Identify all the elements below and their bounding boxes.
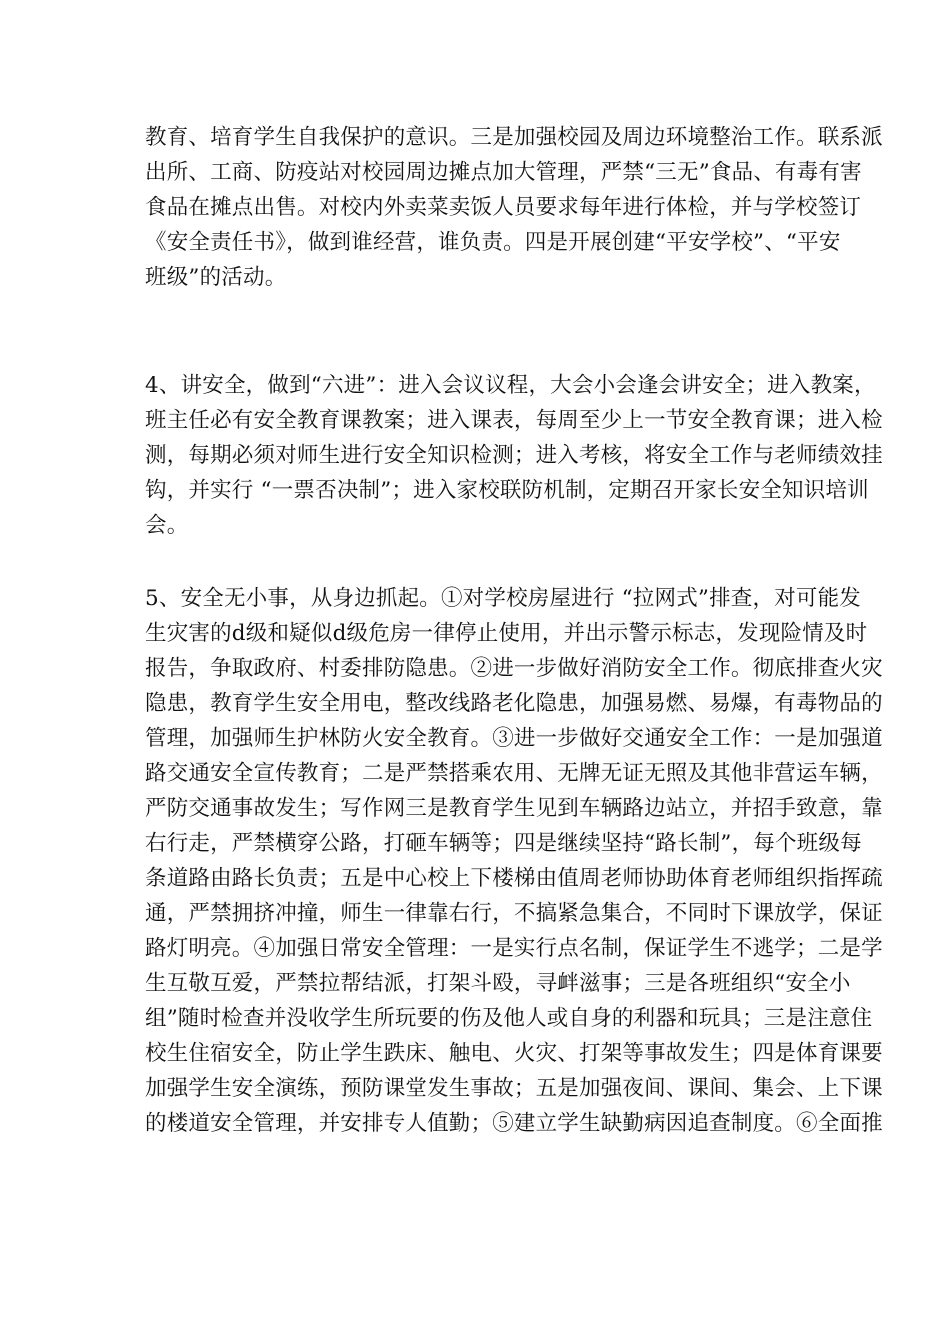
paragraph-3-line-4: 隐患，教育学生安全用电，整改线路老化隐患，加强易燃、易爆，有毒物品的 xyxy=(145,691,883,716)
paragraph-1-line-1: 教育、培育学生自我保护的意识。三是加强校园及周边环境整治工作。联系派 xyxy=(145,125,883,150)
paragraph-1-line-2: 出所、工商、防疫站对校园周边摊点加大管理，严禁“三无”食品、有毒有害 xyxy=(145,160,862,185)
paragraph-1-line-4: 《安全责任书》，做到谁经营，谁负责。四是开展创建“平安学校”、“平安 xyxy=(145,230,841,255)
paragraph-3-line-12: 生互敬互爱，严禁拉帮结派，打架斗殴，寻衅滋事；三是各班组织“安全小 xyxy=(145,971,851,996)
paragraph-3-line-1: 5、安全无小事，从身边抓起。①对学校房屋进行 “拉网式”排查，对可能发 xyxy=(145,586,861,611)
paragraph-3-line-14: 校生住宿安全，防止学生跌床、触电、火灾、打架等事故发生；四是体育课要 xyxy=(145,1041,883,1066)
paragraph-1-line-5: 班级”的活动。 xyxy=(145,265,287,290)
paragraph-3-line-9: 条道路由路长负责；五是中心校上下楼梯由值周老师协助体育老师组织指挥疏 xyxy=(145,866,883,891)
paragraph-2-line-2: 班主任必有安全教育课教案；进入课表，每周至少上一节安全教育课；进入检 xyxy=(145,408,883,433)
paragraph-3-line-13: 组”随时检查并没收学生所玩要的伤及他人或自身的利器和玩具；三是注意住 xyxy=(145,1006,873,1031)
paragraph-3-line-2: 生灾害的d级和疑似d级危房一律停止使用，并出示警示标志，发现险情及时 xyxy=(145,621,868,646)
paragraph-3-line-15: 加强学生安全演练，预防课堂发生事故；五是加强夜间、课间、集会、上下课 xyxy=(145,1076,883,1101)
paragraph-3-line-11: 路灯明亮。④加强日常安全管理：一是实行点名制，保证学生不逃学；二是学 xyxy=(145,936,883,961)
paragraph-3-line-6: 路交通安全宣传教育；二是严禁搭乘农用、无牌无证无照及其他非营运车辆， xyxy=(145,761,883,786)
paragraph-3-line-5: 管理，加强师生护林防火安全教育。③进一步做好交通安全工作：一是加强道 xyxy=(145,726,883,751)
paragraph-3-line-7: 严防交通事故发生；写作网三是教育学生见到车辆路边站立，并招手致意，靠 xyxy=(145,796,883,821)
paragraph-1-line-3: 食品在摊点出售。对校内外卖菜卖饭人员要求每年进行体检，并与学校签订 xyxy=(145,195,862,220)
paragraph-2-line-1: 4、讲安全，做到“六进”：进入会议议程，大会小会逢会讲安全；进入教案， xyxy=(145,373,876,398)
paragraph-2-line-5: 会。 xyxy=(145,513,189,538)
paragraph-2-line-4: 钩，并实行 “一票否决制”；进入家校联防机制，定期召开家长安全知识培训 xyxy=(145,478,869,503)
paragraph-3-line-3: 报告，争取政府、村委排防隐患。②进一步做好消防安全工作。彻底排查火灾 xyxy=(145,656,883,681)
paragraph-3-line-10: 通，严禁拥挤冲撞，师生一律靠右行，不搞紧急集合，不同时下课放学，保证 xyxy=(145,901,883,926)
paragraph-3-line-8: 右行走，严禁横穿公路，打砸车辆等；四是继续坚持“路长制”，每个班级每 xyxy=(145,831,862,856)
paragraph-3-line-16: 的楼道安全管理，并安排专人值勤；⑤建立学生缺勤病因追查制度。⑥全面推 xyxy=(145,1111,883,1136)
paragraph-2-line-3: 测，每期必须对师生进行安全知识检测；进入考核，将安全工作与老师绩效挂 xyxy=(145,443,883,468)
